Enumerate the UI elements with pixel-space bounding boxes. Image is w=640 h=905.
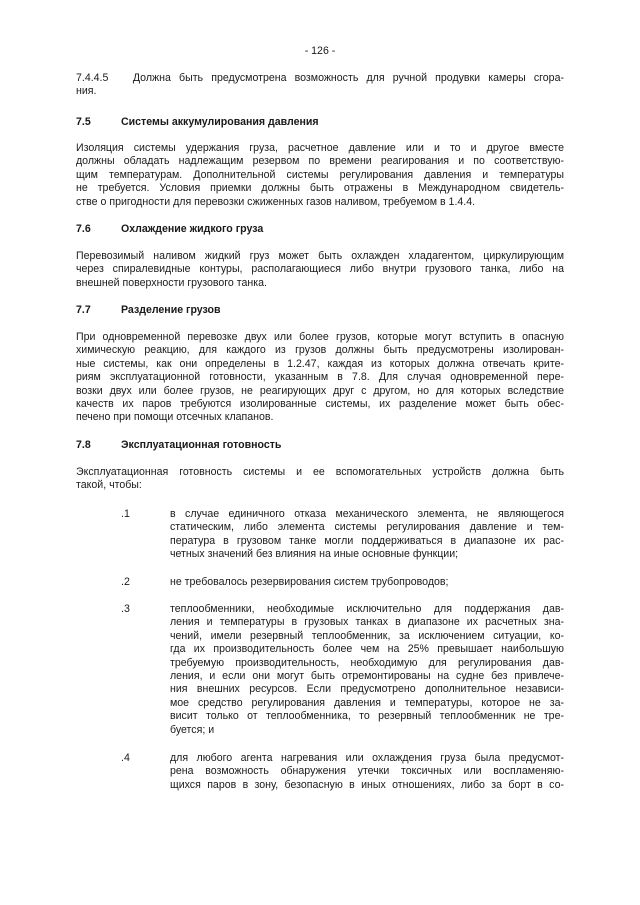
paragraph-line: внешней поверхности грузового танка. xyxy=(76,276,267,289)
list-item-number: .2 xyxy=(121,576,130,588)
item-line: буется; и xyxy=(170,723,215,736)
item-line: ния внешних ресурсов. Если предусмотрено дополнительное незавиcи- xyxy=(170,683,564,696)
clause-text: Должна быть предусмотрена возможность для ручной продувки камеры сгора- xyxy=(132,72,564,84)
paragraph-line: качеств их паров требуются изолированные системы, их разделение может быть обес- xyxy=(76,398,564,411)
clause-number: 7.4.4.5 xyxy=(76,72,109,84)
section-number-7-8: 7.8 xyxy=(76,439,91,451)
section-7-6-paragraph xyxy=(76,250,564,290)
section-number-7-7: 7.7 xyxy=(76,304,91,316)
section-number-7-5: 7.5 xyxy=(76,116,91,128)
paragraph-line: Эксплуатационная готовность системы и ее вспомогательных устройств должна быть xyxy=(76,466,564,478)
paragraph-line: печено при помощи отсечных клапанов. xyxy=(76,411,274,424)
page-number: - 126 - xyxy=(304,45,336,57)
paragraph-line: При одновременной перевозке двух или более грузов, которые могут вступить в опасную xyxy=(76,331,564,343)
paragraph-line: должны обладать надлежащим резервом по времени реагирования и по соответствую- xyxy=(76,155,564,168)
list-item-number: .4 xyxy=(121,752,130,764)
item-line: не требовалось резервирования систем трубопроводов; xyxy=(170,576,449,588)
item-line: ления, и если они могут быть отремонтированы на судне без привлече- xyxy=(170,670,564,683)
item-line: рена возможность обнаружения утечки токсичных или воспламеняю- xyxy=(170,765,564,778)
section-title-7-8: Эксплуатационная готовность xyxy=(121,439,282,451)
paragraph-line: риям эксплуатационной готовности, указанным в 7.8. Для случая одновременной пере- xyxy=(76,371,564,384)
paragraph-line: стве о пригодности для перевозки сжиженных газов наливом, требуемом в 1.4.4. xyxy=(76,195,476,208)
list-item-text xyxy=(170,576,564,589)
paragraph-line: возки двух или более грузов, не реагирующих друг с другом, но для которых вследствие xyxy=(76,384,564,397)
section-7-8-intro xyxy=(76,466,564,493)
section-title-7-6: Охлаждение жидкого груза xyxy=(121,223,264,235)
item-line: гда их производительность более чем на 25% превышает наибольшую xyxy=(170,643,564,656)
list-item-text xyxy=(170,508,564,562)
list-item-number: .1 xyxy=(121,508,130,520)
paragraph-line: химическую реакцию, для каждого из грузов должны быть предусмотрены изолирован- xyxy=(76,344,564,357)
item-line: теплообменники, необходимые исключительно для поддержания дав- xyxy=(170,603,564,615)
item-line: висит только от теплообменника, то резервный теплообменник не тре- xyxy=(170,710,564,723)
clause-7-4-4-5 xyxy=(76,72,564,99)
paragraph-line: ные системы, как они определены в 1.2.47, каждая из которых должна отвечать крите- xyxy=(76,357,564,370)
paragraph-line: через спиралевидные контуры, располагающиеся либо внутри грузового танка, либо на xyxy=(76,263,564,276)
item-line: четных значений без влияния на иные основные функции; xyxy=(170,548,459,561)
item-line: щихся паров в зону, безопасную в иных отношениях, либо за борт в со- xyxy=(170,778,564,791)
item-line: требуемую производительность, необходимую для регулирования дав- xyxy=(170,656,564,669)
list-item-number: .3 xyxy=(121,603,130,615)
section-7-7-paragraph xyxy=(76,331,564,425)
item-line: статическим, либо элемента системы регулирования давление и тем- xyxy=(170,521,564,534)
paragraph-line: щим температурам. Дополнительной системы регулирования давления и температуры xyxy=(76,168,564,181)
item-line: мое средство регулирования давления и температуры, которое не за- xyxy=(170,696,564,709)
item-line: ления и температуры в грузовых танках в диапазоне их расчетных зна- xyxy=(170,616,564,629)
clause-line-1 xyxy=(76,72,564,85)
paragraph-line: Перевозимый наливом жидкий груз может быть охлажден хладагентом, циркулирующим xyxy=(76,250,564,262)
section-title-7-7: Разделение грузов xyxy=(121,304,221,316)
item-line: пература в грузовом танке могли поддерживаться в диапазоне их рас- xyxy=(170,534,564,547)
item-line: в случае единичного отказа механического элемента, не являющегося xyxy=(170,508,564,520)
paragraph-line: Изоляция системы удержания груза, расчетное давление или и то и другое вместе xyxy=(76,142,564,154)
list-item-text xyxy=(170,752,564,792)
item-line: для любого агента нагревания или охлаждения груза была предусмот- xyxy=(170,752,564,764)
list-item-text xyxy=(170,603,564,737)
paragraph-line: такой, чтобы: xyxy=(76,479,142,492)
item-line: чений, имели резервный теплообменник, за исключением ситуации, ко- xyxy=(170,629,564,642)
section-7-5-paragraph xyxy=(76,142,564,209)
section-title-7-5: Системы аккумулирования давления xyxy=(121,116,319,128)
clause-line-2: ния. xyxy=(76,85,97,98)
section-number-7-6: 7.6 xyxy=(76,223,91,235)
paragraph-line: не требуется. Условия приемки должны быть отражены в Международном свидетель- xyxy=(76,182,564,195)
